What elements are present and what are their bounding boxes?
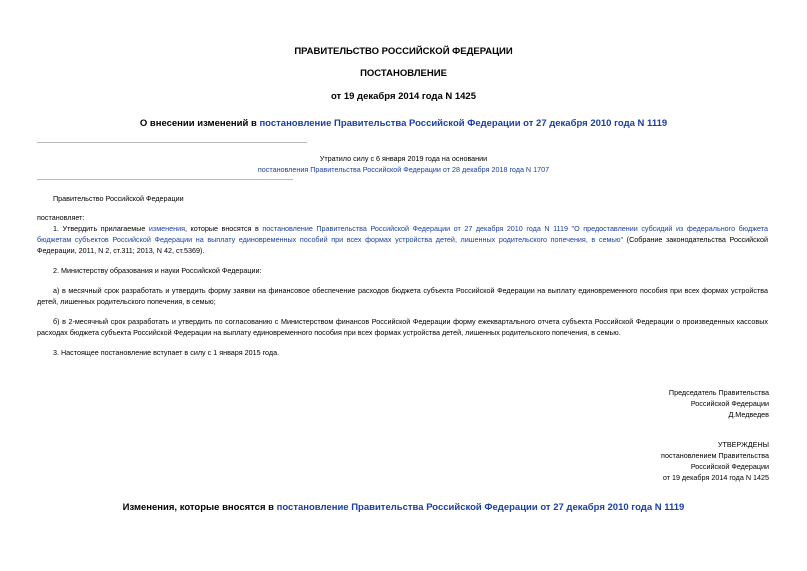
paragraph-1 [37,223,768,257]
repeal-notice [0,153,807,175]
paragraph-2: 2. Министерству образования и науки Российской Федерации: [53,266,262,275]
changes-title-prefix: Изменения, которые вносятся в [122,502,277,513]
document-title [0,118,807,129]
government-heading: ПРАВИТЕЛЬСТВО РОССИЙСКОЙ ФЕДЕРАЦИИ [294,46,513,57]
paragraph-2a: а) в месячный срок разработать и утвердить форму заявки на финансовое обеспечение расходов бюджета субъекта Российской Федерации на выплату единовременного пособия при всех формах устройства детей, лишенных родительского попечения, в семью; [37,286,768,307]
repeal-notice-link[interactable]: постановления Правительства Российской Федерации от 28 декабря 2018 года N 1707 [257,165,550,174]
p1-link-decree[interactable]: постановление Правительства Российской Федерации от 27 декабря 2010 года N 1119 "О предоставлении субсидий из федерального бюджета бюджетам субъектов Российской Федерации на выплату единовременных пособий при всех формах устройства детей, лишенных родительского попечения, в семью" [37,224,768,245]
paragraph-3: 3. Настоящее постановление вступает в силу с 1 января 2015 года. [53,348,280,357]
signature-country: Российской Федерации [690,399,769,408]
paragraph-2b: б) в 2-месячный срок разработать и утвердить по согласованию с Министерством финансов Российской Федерации форму ежеквартального отчета субъекта Российской Федерации о произведенных кассовых расходах бюджета субъекта Российской Федерации на выплату единовременного пособия при всех формах устройства детей, лишенных родительского попечения, в семью. [37,317,768,338]
signature-block [669,387,769,420]
divider-top [37,142,307,143]
title-link[interactable]: постановление Правительства Российской Федерации от 27 декабря 2010 года N 1119 [259,118,668,129]
changes-title [0,502,807,513]
signature-position: Председатель Правительства [668,388,769,397]
p1-text-c: (Собрание законодательства Российской Федерации, 2011, N 2, ст.311; 2013, N 42, ст.5369). [37,235,768,256]
changes-title-link[interactable]: постановление Правительства Российской Федерации от 27 декабря 2010 года N 1119 [276,502,685,513]
p1-text-b: , которые вносятся в [185,224,263,233]
p1-text-a: 1. Утвердить прилагаемые [53,224,149,233]
approved-block [661,439,769,483]
document-date-number: от 19 декабря 2014 года N 1425 [330,91,476,102]
approved-date: от 19 декабря 2014 года N 1425 [662,473,769,482]
p1-link-changes[interactable]: изменения [148,224,186,233]
approved-country: Российской Федерации [690,462,769,471]
decrees-line: постановляет: [37,213,85,222]
approved-by: постановлением Правительства [661,451,769,460]
approved-label: УТВЕРЖДЕНЫ [717,440,769,449]
title-prefix: О внесении изменений в [139,118,260,129]
repeal-notice-text: Утратило силу с 6 января 2019 года на основании [319,154,488,163]
signature-name: Д.Медведев [728,410,769,419]
government-line: Правительство Российской Федерации [53,194,184,203]
document-type: ПОСТАНОВЛЕНИЕ [360,68,447,79]
divider-bottom [37,179,293,180]
